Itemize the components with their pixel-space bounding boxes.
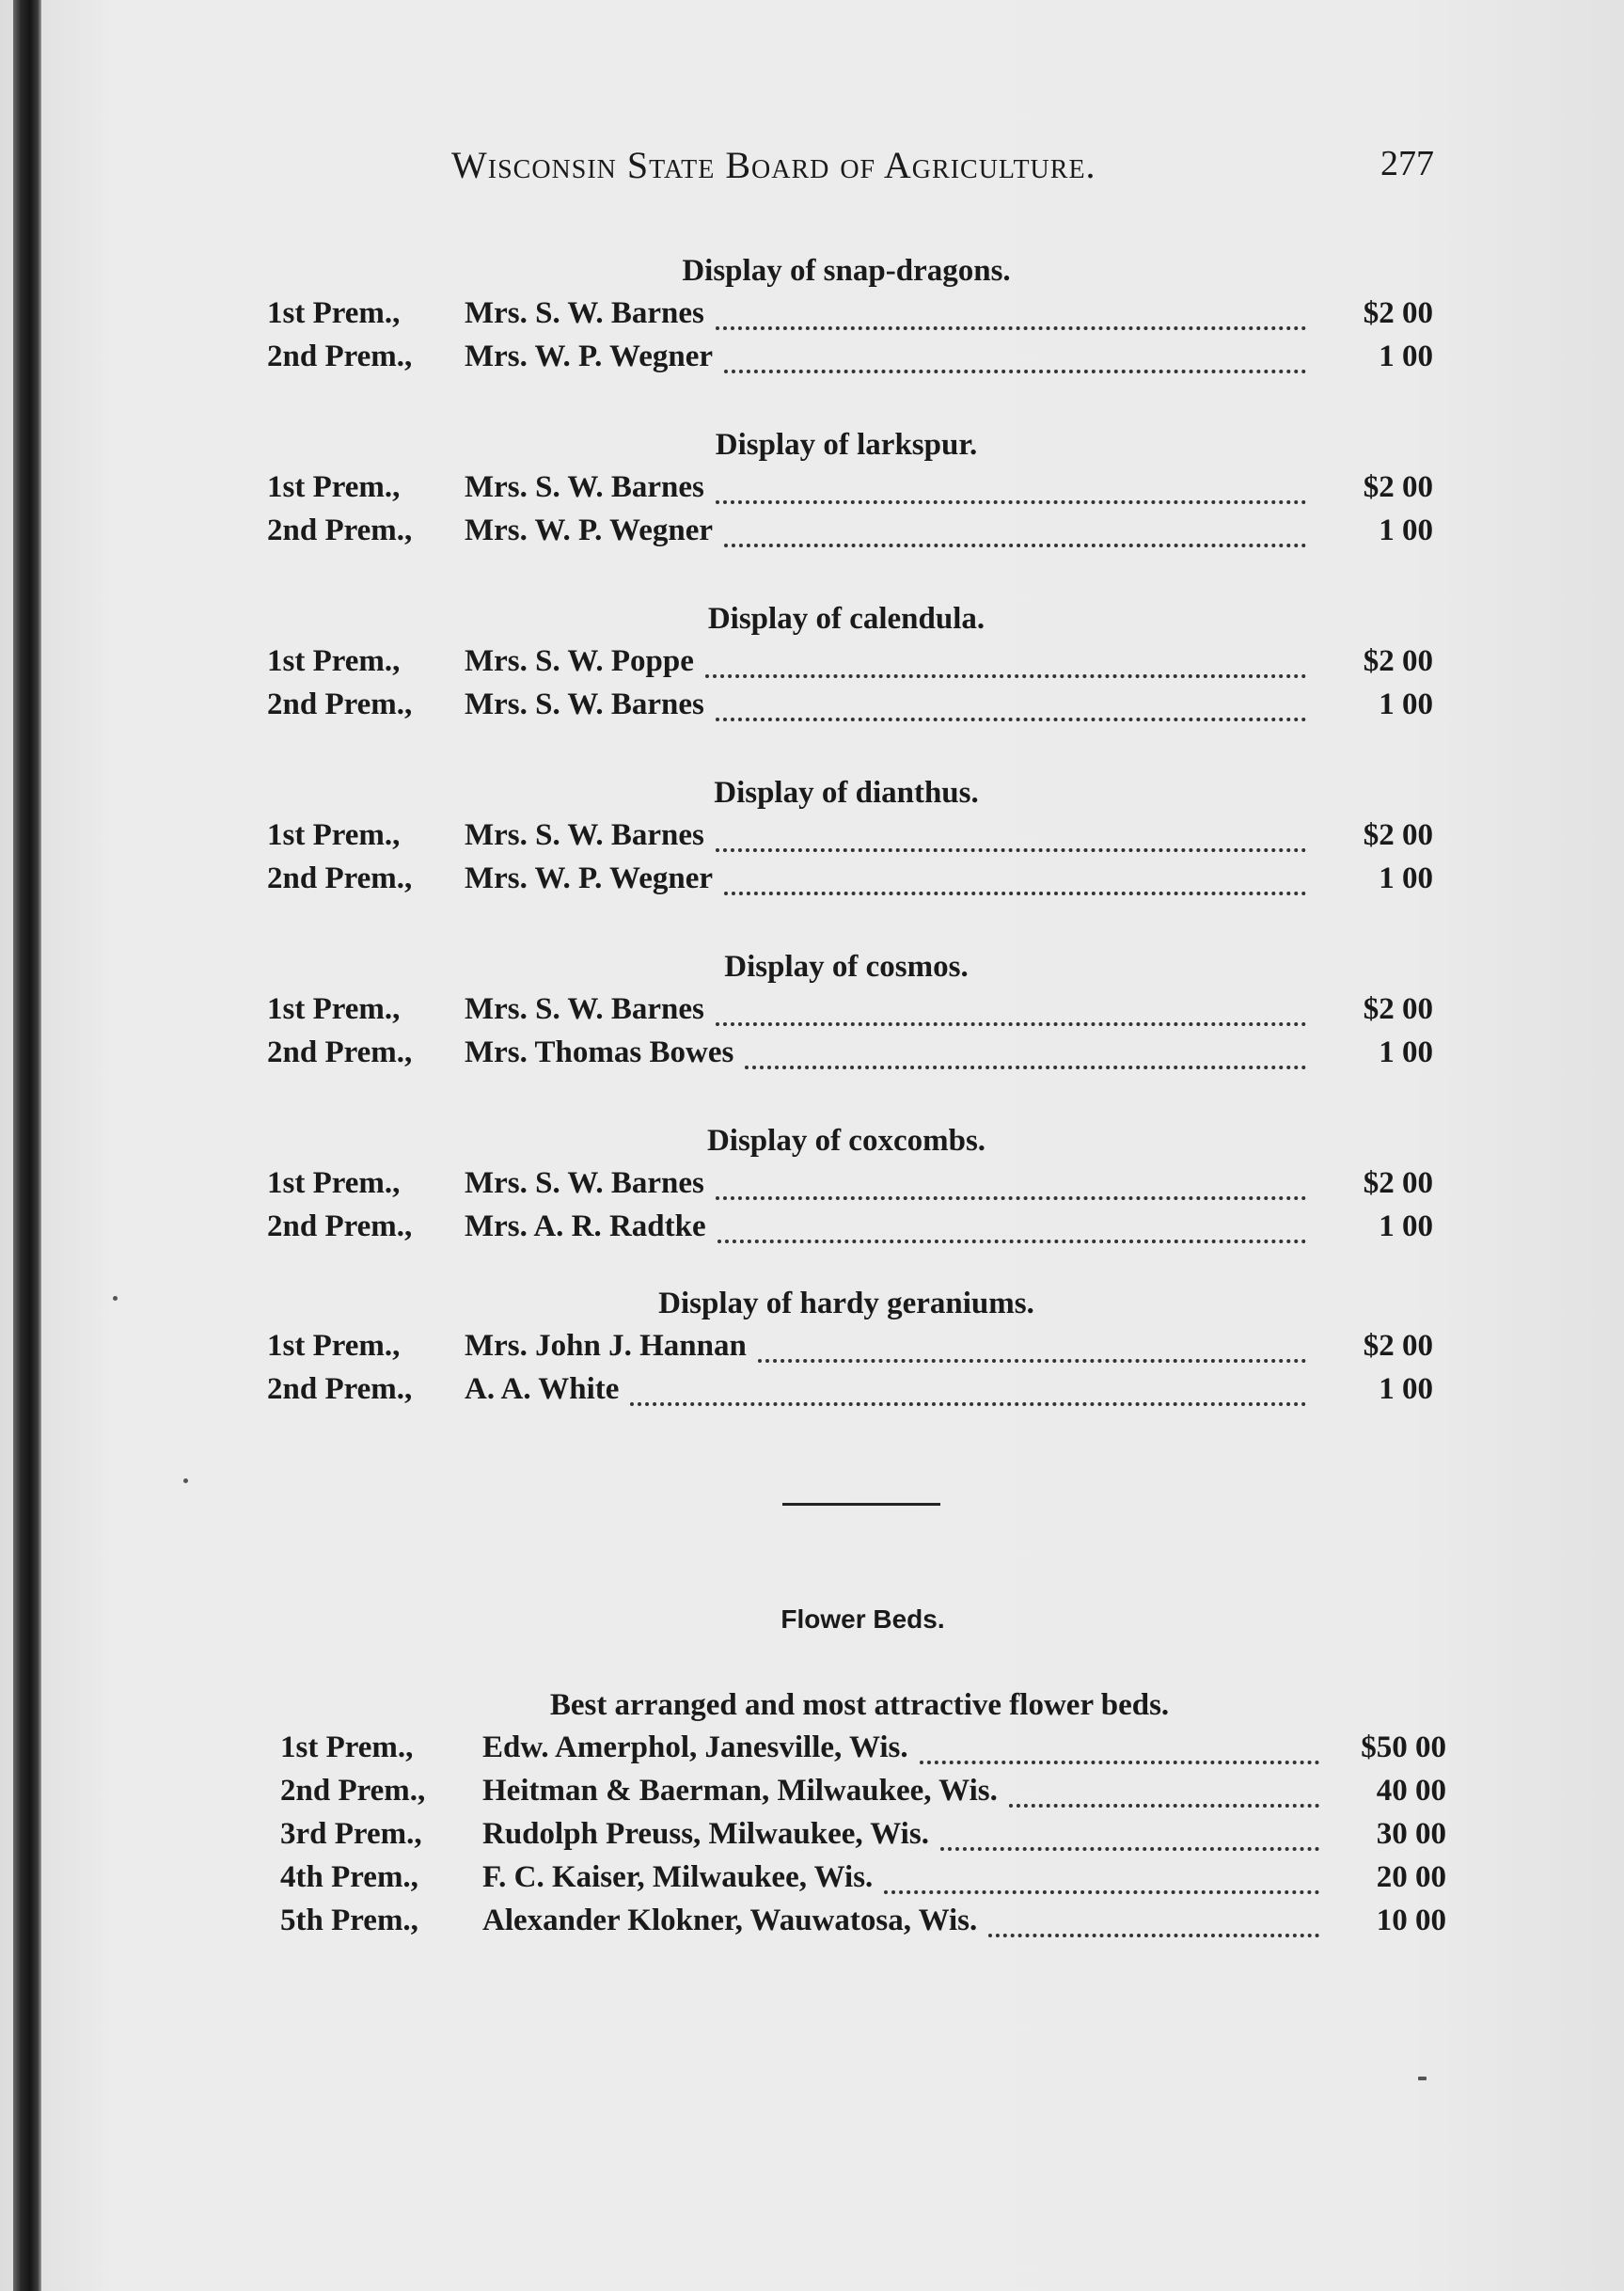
premium-winner: A. A. White — [465, 1372, 620, 1406]
premium-amount: 1 00 — [1379, 687, 1433, 721]
premium-rank: 2nd Prem., — [267, 1209, 413, 1243]
premium-winner: Mrs. S. W. Barnes — [465, 1166, 704, 1200]
dot-leader — [630, 1383, 1306, 1406]
premium-rank: 2nd Prem., — [267, 861, 413, 895]
premium-rank: 3rd Prem., — [280, 1817, 422, 1851]
premium-entry — [267, 687, 1433, 731]
page-number: 277 — [1380, 144, 1434, 183]
premium-winner: Mrs. A. R. Radtke — [465, 1209, 706, 1243]
premium-winner: Mrs. S. W. Barnes — [465, 818, 704, 852]
premium-winner: Mrs. W. P. Wegner — [465, 861, 714, 895]
premium-entry — [267, 1372, 1433, 1415]
print-speck — [1418, 2077, 1427, 2080]
premium-rank: 1st Prem., — [280, 1730, 414, 1764]
premium-amount: $2 00 — [1363, 644, 1433, 678]
flower-bed-entry — [280, 1904, 1446, 1947]
premium-amount: 40 00 — [1376, 1774, 1446, 1808]
premium-rank: 2nd Prem., — [267, 687, 413, 721]
premium-amount: 10 00 — [1376, 1904, 1446, 1937]
premium-amount: 20 00 — [1376, 1860, 1446, 1894]
premium-entry — [267, 1209, 1433, 1253]
section-title: Display of cosmos. — [724, 950, 969, 984]
premium-entry — [267, 340, 1433, 383]
premium-winner: Heitman & Baerman, Milwaukee, Wis. — [482, 1774, 998, 1808]
section-divider-rule — [782, 1503, 940, 1506]
premium-rank: 2nd Prem., — [267, 514, 413, 547]
premium-winner: Edw. Amerphol, Janesville, Wis. — [482, 1730, 908, 1764]
section-title: Display of hardy geraniums. — [658, 1287, 1034, 1320]
premium-winner: Mrs. S. W. Poppe — [465, 644, 694, 678]
premium-rank: 1st Prem., — [267, 470, 401, 504]
flower-beds-heading: Flower Beds. — [780, 1604, 945, 1634]
premium-entry — [267, 644, 1433, 687]
premium-rank: 1st Prem., — [267, 296, 401, 330]
premium-rank: 2nd Prem., — [267, 340, 413, 373]
section-title: Display of coxcombs. — [706, 1124, 986, 1158]
flower-bed-entry — [280, 1774, 1446, 1817]
header-title: Wisconsin State Board of Agriculture. — [451, 144, 1096, 186]
premium-entry — [267, 514, 1433, 557]
print-speck — [113, 1296, 118, 1301]
premium-rank: 1st Prem., — [267, 644, 401, 678]
premium-rank: 1st Prem., — [267, 1166, 401, 1200]
flower-bed-entry — [280, 1860, 1446, 1904]
premium-entry — [267, 861, 1433, 905]
running-header — [451, 143, 1434, 199]
premium-entry — [267, 1035, 1433, 1079]
premium-rank: 2nd Prem., — [267, 1372, 413, 1406]
premium-winner: Mrs. S. W. Barnes — [465, 992, 704, 1026]
premium-entry — [267, 470, 1433, 514]
premium-amount: $2 00 — [1363, 1166, 1433, 1200]
premium-rank: 2nd Prem., — [280, 1774, 426, 1808]
premium-winner: Mrs. S. W. Barnes — [465, 470, 704, 504]
premium-amount: 1 00 — [1379, 1209, 1433, 1243]
premium-winner: F. C. Kaiser, Milwaukee, Wis. — [482, 1860, 874, 1894]
premium-amount: $50 00 — [1361, 1730, 1446, 1764]
premium-entry — [267, 1329, 1433, 1372]
premium-amount: 1 00 — [1379, 1035, 1433, 1069]
premium-rank: 4th Prem., — [280, 1860, 418, 1894]
premium-amount: 30 00 — [1376, 1817, 1446, 1851]
premium-winner: Mrs. S. W. Barnes — [465, 687, 704, 721]
premium-winner: Mrs. W. P. Wegner — [465, 340, 714, 373]
premium-entry — [267, 296, 1433, 340]
premium-amount: 1 00 — [1379, 861, 1433, 895]
section-title: Display of dianthus. — [714, 776, 979, 810]
premium-winner: Mrs. John J. Hannan — [465, 1329, 747, 1363]
flower-beds-subheading: Best arranged and most attractive flower beds. — [549, 1688, 1170, 1722]
premium-entry — [267, 818, 1433, 861]
section-title: Display of snap-dragons. — [682, 254, 1011, 288]
flower-bed-entry — [280, 1730, 1446, 1774]
flower-bed-entry — [280, 1817, 1446, 1860]
premium-rank: 1st Prem., — [267, 1329, 401, 1363]
premium-winner: Mrs. W. P. Wegner — [465, 514, 714, 547]
premium-winner: Mrs. S. W. Barnes — [465, 296, 704, 330]
premium-entry — [267, 992, 1433, 1035]
premium-amount: 1 00 — [1379, 340, 1433, 373]
premium-amount: 1 00 — [1379, 1372, 1433, 1406]
premium-rank: 2nd Prem., — [267, 1035, 413, 1069]
premium-winner: Alexander Klokner, Wauwatosa, Wis. — [482, 1904, 978, 1937]
premium-winner: Mrs. Thomas Bowes — [465, 1035, 734, 1069]
premium-amount: $2 00 — [1363, 296, 1433, 330]
section-title: Display of larkspur. — [715, 428, 978, 462]
premium-rank: 5th Prem., — [280, 1904, 418, 1937]
premium-amount: $2 00 — [1363, 470, 1433, 504]
premium-entry — [267, 1166, 1433, 1209]
premium-amount: 1 00 — [1379, 514, 1433, 547]
premium-amount: $2 00 — [1363, 818, 1433, 852]
print-speck — [183, 1478, 188, 1483]
section-title: Display of calendula. — [707, 602, 985, 636]
premium-amount: $2 00 — [1363, 992, 1433, 1026]
premium-winner: Rudolph Preuss, Milwaukee, Wis. — [482, 1817, 929, 1851]
premium-rank: 1st Prem., — [267, 818, 401, 852]
premium-rank: 1st Prem., — [267, 992, 401, 1026]
premium-amount: $2 00 — [1363, 1329, 1433, 1363]
